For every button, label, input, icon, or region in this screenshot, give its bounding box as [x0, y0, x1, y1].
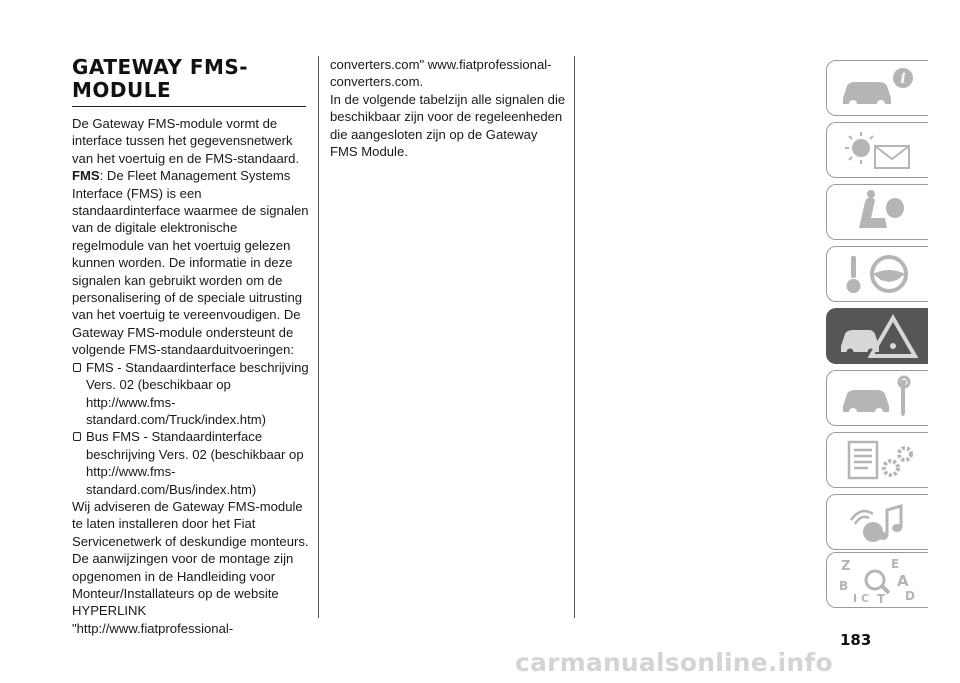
- fms-definition: [72, 167, 310, 358]
- seat-airbag-icon: [835, 188, 921, 236]
- right-column: [330, 56, 566, 160]
- multimedia-music-icon: [835, 498, 921, 546]
- bullet-icon: [73, 363, 81, 372]
- tab-index[interactable]: [826, 552, 928, 608]
- column-divider-2: [574, 56, 575, 618]
- tab-maintenance[interactable]: [826, 370, 928, 426]
- breakdown-warning-triangle-icon: [835, 312, 921, 360]
- tab-starting-driving[interactable]: [826, 246, 928, 302]
- bullet-item-truck: [72, 359, 310, 429]
- tab-multimedia[interactable]: [826, 494, 928, 550]
- svg-text:E: E: [890, 557, 899, 571]
- tab-technical-data[interactable]: [826, 432, 928, 488]
- tab-safety[interactable]: [826, 184, 928, 240]
- svg-text:i: i: [899, 71, 906, 87]
- section-heading: GATEWAY FMS-MODULE: [72, 55, 249, 102]
- fms-term: FMS: [72, 168, 100, 184]
- tab-car-info[interactable]: [826, 60, 928, 116]
- car-maintenance-wrench-icon: [835, 374, 921, 422]
- tab-emergency[interactable]: [826, 308, 928, 364]
- svg-text:I: I: [852, 592, 857, 604]
- svg-text:C: C: [860, 592, 869, 604]
- left-column: [72, 56, 310, 637]
- bullet-icon: [73, 432, 81, 441]
- svg-text:D: D: [904, 589, 915, 603]
- technical-data-gear-icon: [835, 436, 921, 484]
- page-number: 183: [840, 631, 872, 649]
- signals-paragraph: In de volgende tabelzijn alle signalen die beschikbaar zijn voor de regeleenheden die aangesloten zijn op de Gateway FMS Module.: [330, 91, 566, 160]
- watermark: carmanualsonline.info: [515, 648, 833, 677]
- intro-paragraph: De Gateway FMS-module vormt de interface tussen het gegevensnetwerk van het voertuig en de FMS-standaard.: [72, 116, 300, 166]
- bullet-text-bus: Bus FMS - Standaardinterface beschrijving Vers. 02 (beschikbaar op http://www.fms-standard.com/Bus/index.htm): [86, 429, 304, 497]
- svg-text:T: T: [876, 592, 885, 604]
- dashboard-lights-message-icon: [835, 126, 921, 174]
- key-steering-wheel-icon: [835, 250, 921, 298]
- tab-dashboard-lights[interactable]: [826, 122, 928, 178]
- column-divider-1: [318, 56, 319, 618]
- svg-text:Z: Z: [840, 559, 850, 574]
- heading-rule: [72, 106, 306, 107]
- continued-paragraph: converters.com" www.fiatprofessional-converters.com.: [330, 57, 552, 90]
- svg-text:B: B: [838, 579, 848, 593]
- bullet-text-truck: FMS - Standaardinterface beschrijving Vers. 02 (beschikbaar op http://www.fms-standard.com/Truck/index.htm): [86, 359, 309, 427]
- alphabetical-index-icon: [835, 556, 921, 604]
- svg-text:A: A: [896, 572, 909, 590]
- advice-paragraph: Wij adviseren de Gateway FMS-module te laten installeren door het Fiat Servicenetwerk of deskundige monteurs. De aanwijzingen voor de montage zijn opgenomen in de Handleiding voor Monteur/Installateurs op de website HYPERLINK "http://www.fiatprofessional-: [72, 498, 309, 636]
- fms-definition-text: : De Fleet Management Systems Interface (FMS) is een standaardinterface waarmee de signalen van de digitale elektronische regelmodule van het voertuig gelezen kunnen worden. De informatie in deze signalen kan gebruikt worden om de personalisering of de speciale uitrusting van het voertuig te vereenvoudigen. De Gateway FMS-module ondersteunt de volgende FMS-standaarduitvoeringen:: [72, 168, 309, 358]
- car-info-icon: [835, 64, 921, 112]
- bullet-item-bus: [72, 428, 310, 498]
